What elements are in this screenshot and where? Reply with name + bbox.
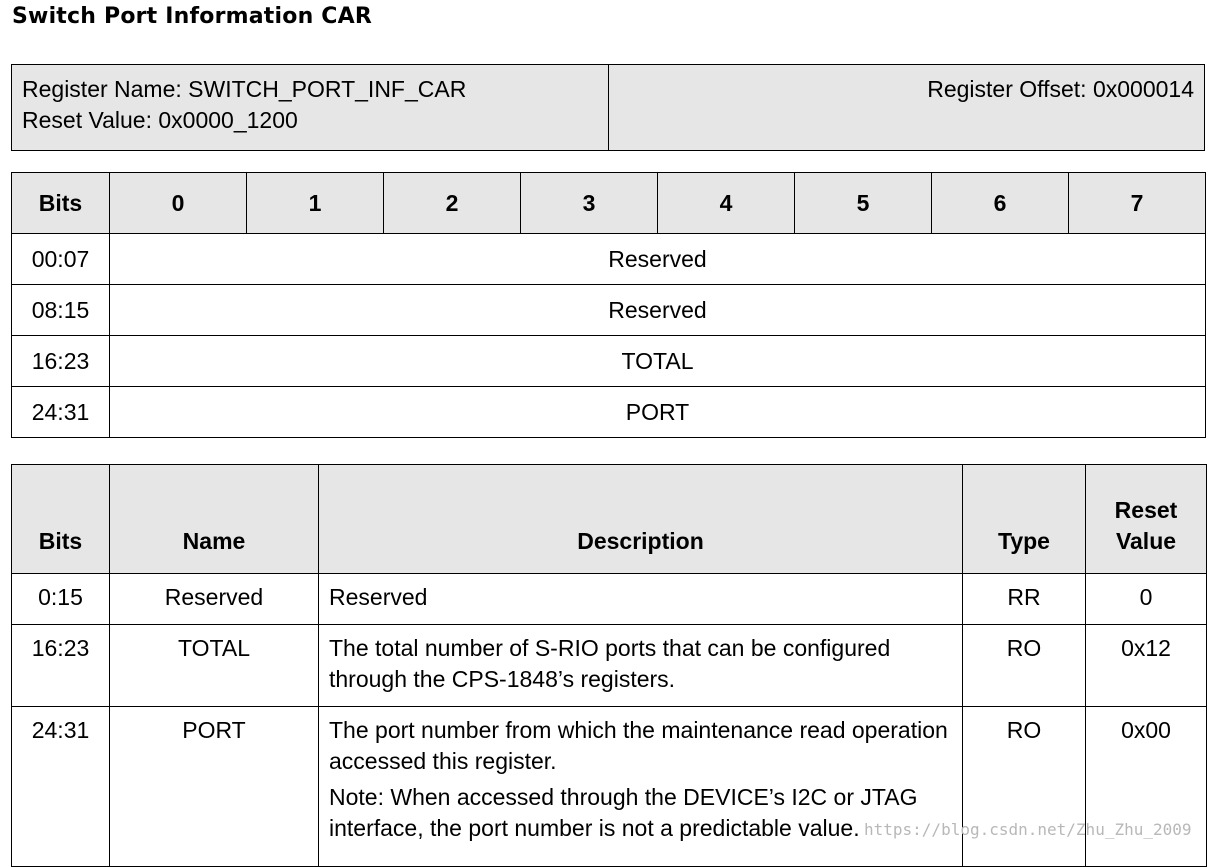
header-reset-value: Reset Value <box>1086 465 1207 574</box>
bitmap-bits: 00:07 <box>12 234 110 285</box>
register-offset: Register Offset: 0x000014 <box>927 76 1194 102</box>
register-name: Register Name: SWITCH_PORT_INF_CAR <box>22 76 467 102</box>
field-bits: 0:15 <box>12 574 110 625</box>
field-type: RO <box>963 707 1086 867</box>
field-reset: 0x12 <box>1086 625 1207 707</box>
table-row <box>12 625 1207 707</box>
register-reset-value: Reset Value: 0x0000_1200 <box>22 107 298 133</box>
table-row <box>12 336 1206 387</box>
bitmap-header-cell: 0 <box>110 173 247 234</box>
bitmap-table <box>11 172 1206 438</box>
field-header-row <box>12 465 1207 574</box>
field-note: Note: When accessed through the DEVICE’s I2C or JTAG interface, the port number is not a predictable value. <box>329 784 918 841</box>
field-reset: 0 <box>1086 574 1207 625</box>
table-row <box>12 707 1207 867</box>
bitmap-header-cell: 4 <box>658 173 795 234</box>
header-type: Type <box>963 465 1086 574</box>
field-name: TOTAL <box>110 625 319 707</box>
header-bits: Bits <box>12 465 110 574</box>
field-description: Reserved <box>319 574 963 625</box>
field-reset: 0x00 <box>1086 707 1207 867</box>
field-description: The port number from which the maintenance read operation accessed this register. <box>329 717 948 774</box>
register-header <box>11 64 1205 151</box>
bitmap-header-cell: 1 <box>247 173 384 234</box>
bitmap-bits: 24:31 <box>12 387 110 438</box>
header-name: Name <box>110 465 319 574</box>
field-description-table <box>11 464 1207 867</box>
bitmap-header-cell: 2 <box>384 173 521 234</box>
field-type: RR <box>963 574 1086 625</box>
field-description: The total number of S-RIO ports that can be configured through the CPS-1848’s registers. <box>319 625 963 707</box>
field-bits: 16:23 <box>12 625 110 707</box>
bitmap-header-cell: Bits <box>12 173 110 234</box>
page-title: Switch Port Information CAR <box>12 4 373 29</box>
table-row <box>12 387 1206 438</box>
table-row <box>12 574 1207 625</box>
bitmap-field: Reserved <box>110 285 1206 336</box>
bitmap-header-cell: 5 <box>795 173 932 234</box>
watermark: https://blog.csdn.net/Zhu_Zhu_2009 <box>864 820 1192 839</box>
bitmap-bits: 16:23 <box>12 336 110 387</box>
table-row <box>12 285 1206 336</box>
table-row <box>12 234 1206 285</box>
bitmap-header-row <box>12 173 1206 234</box>
field-type: RO <box>963 625 1086 707</box>
bitmap-field: TOTAL <box>110 336 1206 387</box>
register-info <box>12 65 609 150</box>
bitmap-header-cell: 7 <box>1069 173 1206 234</box>
bitmap-field: Reserved <box>110 234 1206 285</box>
bitmap-field: PORT <box>110 387 1206 438</box>
field-bits: 24:31 <box>12 707 110 867</box>
field-name: Reserved <box>110 574 319 625</box>
bitmap-header-cell: 3 <box>521 173 658 234</box>
header-description: Description <box>319 465 963 574</box>
bitmap-header-cell: 6 <box>932 173 1069 234</box>
field-name: PORT <box>110 707 319 867</box>
bitmap-bits: 08:15 <box>12 285 110 336</box>
field-description-cell <box>319 707 963 867</box>
